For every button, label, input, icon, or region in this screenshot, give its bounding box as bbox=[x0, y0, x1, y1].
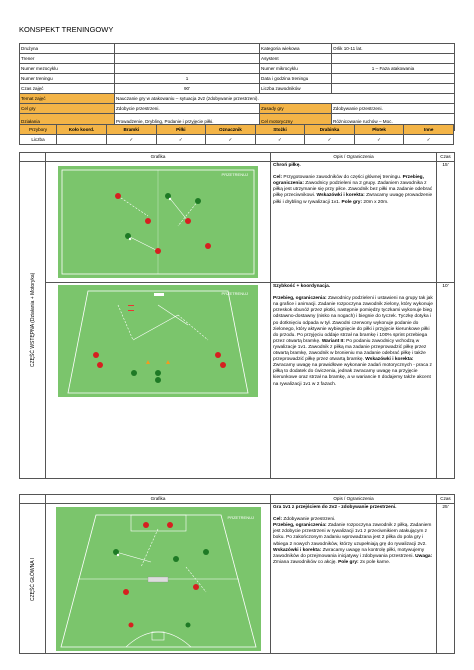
player-red bbox=[123, 589, 129, 595]
pitch-diagram bbox=[58, 166, 258, 278]
section-label-cell bbox=[20, 162, 46, 479]
liczba-zawodnikow-label: Liczba zawodników bbox=[260, 84, 332, 94]
wskazowki-label: Wskazówki i korekta: bbox=[365, 357, 414, 363]
data-godzina-label: Data i godzina treningu bbox=[260, 74, 332, 84]
section-wstepna-table bbox=[19, 152, 455, 479]
exercise-graphic bbox=[46, 504, 271, 654]
player-red bbox=[155, 248, 161, 254]
info-table bbox=[19, 43, 455, 131]
kategoria-label: Kategoria wiekowa bbox=[260, 44, 332, 54]
equipment-item: Inne bbox=[404, 125, 454, 135]
equipment-item: Drabinka bbox=[305, 125, 355, 135]
trener-value[interactable] bbox=[115, 54, 260, 64]
mezocykl-label: Numer mezocyklu bbox=[20, 64, 115, 74]
dzialania-value[interactable]: Prowadzenie, Drybling, Podanie i przyjęcie piłki. bbox=[115, 114, 260, 131]
temat-value[interactable]: Nauczanie gry w atakowaniu – sytuacja 2v2 (zdobywanie przestrzeni). bbox=[115, 94, 455, 104]
cel-gry-label: Cel gry bbox=[20, 104, 115, 114]
section-label: CZĘŚĆ GŁÓWNA I bbox=[29, 556, 36, 601]
opis-header: Opis / Ograniczenia bbox=[271, 153, 437, 162]
mezocykl-value[interactable] bbox=[115, 64, 260, 74]
equipment-item: Oznacznik bbox=[206, 125, 256, 135]
przebieg-label: Przebieg, ograniczenia: bbox=[273, 523, 327, 529]
player-red bbox=[93, 352, 99, 358]
equipment-item: Koło koord. bbox=[57, 125, 107, 135]
przybory-label: Przybory bbox=[20, 125, 57, 135]
player-red bbox=[185, 218, 191, 224]
player-green bbox=[155, 370, 161, 376]
player-red bbox=[167, 522, 173, 528]
czas-header: Czas bbox=[437, 153, 455, 162]
exercise-description bbox=[271, 162, 437, 283]
section-label-cell bbox=[20, 504, 46, 654]
exercise-graphic bbox=[46, 162, 271, 283]
player-red bbox=[97, 362, 103, 368]
player-red bbox=[143, 522, 149, 528]
pole-gry-text: 20m x 20m. bbox=[363, 199, 389, 205]
cel-gry-value[interactable]: Zdobycie przestrzeni. bbox=[115, 104, 260, 114]
exercise-time: 25' bbox=[437, 504, 455, 654]
pitch-brand: PRZETRENUJ bbox=[221, 172, 248, 177]
player-green bbox=[195, 198, 201, 204]
opis-header: Opis / Ograniczenia bbox=[271, 495, 437, 504]
equipment-check[interactable]: ✓ bbox=[156, 135, 206, 145]
player-green bbox=[185, 622, 190, 627]
pitch-brand: PRZETRENUJ bbox=[227, 514, 254, 520]
grafika-header: Grafika bbox=[46, 495, 271, 504]
player-red bbox=[220, 362, 226, 368]
liczba-label: Liczba bbox=[20, 135, 57, 145]
liczba-zawodnikow-value[interactable] bbox=[332, 84, 455, 94]
druzyna-label: Drużyna bbox=[20, 44, 115, 54]
equipment-check[interactable]: ✓ bbox=[107, 135, 157, 145]
goal bbox=[148, 577, 168, 582]
cel-label: Cel: bbox=[273, 175, 283, 181]
cel-motoryczny-value[interactable]: Różnicowanie ruchów – Moc. bbox=[332, 114, 455, 131]
asystent-label: Asystent bbox=[260, 54, 332, 64]
equipment-check[interactable]: ✓ bbox=[305, 135, 355, 145]
player-green bbox=[131, 370, 137, 376]
exercise-graphic bbox=[46, 283, 271, 479]
przebieg-text: Zawodnicy podzieleni na 2 grupy. Zadaniem zawodnika z piłką jest utrzymanie się przy piłce. Zawodnik bez piłki ma zadanie odebrać piłkę przeciwnikowi. bbox=[273, 181, 433, 199]
pitch-diagram bbox=[56, 507, 261, 651]
data-godzina-value[interactable] bbox=[332, 74, 455, 84]
player-red bbox=[205, 243, 211, 249]
zasady-gry-label: Zasady gry bbox=[260, 104, 332, 114]
cel-text: Przygotowanie zawodników do części głównej treningu. bbox=[283, 175, 402, 181]
cel-label: Cel: bbox=[273, 517, 283, 523]
czas-zajec-label: Czas zajęć bbox=[20, 84, 115, 94]
wskazowki-label: Wskazówki i korekta: bbox=[273, 547, 322, 553]
player-red bbox=[215, 352, 221, 358]
pole-gry-label: Pole gry: bbox=[341, 199, 363, 205]
wskazowki-text: Zwracamy uwagę prowadzenie piłki i drybling w rywalizacji 1v1. bbox=[273, 193, 433, 205]
trener-label: Trener bbox=[20, 54, 115, 64]
asystent-value[interactable] bbox=[332, 54, 455, 64]
player-green bbox=[173, 556, 179, 562]
exercise-title: Szybkość + koordynacja. bbox=[273, 284, 331, 289]
equipment-item: Bramki bbox=[107, 125, 157, 135]
wskazowki-text: Zwracamy uwagę na kontrolę piłki, motywujemy zawodników do przejmowania inicjatywy i zdobywania przestrzeni. bbox=[273, 547, 425, 559]
hurdle bbox=[128, 310, 134, 311]
druzyna-value[interactable] bbox=[115, 44, 260, 54]
numer-treningu-label: Numer treningu bbox=[20, 74, 115, 84]
mikrocykl-value[interactable]: 1 – Faza atakowania bbox=[332, 64, 455, 74]
ball bbox=[116, 553, 118, 555]
exercise-title: Chroń piłkę. bbox=[273, 163, 301, 168]
przebieg-text: Zadanie rozpoczyna zawodnik z piłką. Zadaniem jest zdobycie przestrzeni w rywalizacji 1v1 z przeciwnikiem atakującym z boku. Po zakończonym zadaniu wprowadzana jest 2 piłka do pola gry i wbiega 2 nowych zawodników, którzy uzupełniają grę do rywalizacji 2v2. bbox=[273, 523, 432, 547]
corner-cell bbox=[20, 495, 46, 504]
pitch-brand: PRZETRENUJ bbox=[221, 291, 248, 296]
section-glowna-table bbox=[19, 494, 455, 654]
temat-label: Temat zajęć bbox=[20, 94, 115, 104]
player-red bbox=[128, 622, 133, 627]
wariant-label: Wariant II: bbox=[321, 338, 345, 344]
cel-motoryczny-label: Cel motoryczny bbox=[260, 114, 332, 131]
hurdle bbox=[128, 305, 134, 306]
player-green bbox=[203, 549, 209, 555]
goal bbox=[154, 293, 164, 296]
exercise-time: 15' bbox=[437, 162, 455, 283]
exercise-time: 10' bbox=[437, 283, 455, 479]
ball bbox=[169, 198, 171, 200]
czas-header: Czas bbox=[437, 495, 455, 504]
pitch-diagram bbox=[58, 285, 258, 397]
equipment-check[interactable] bbox=[57, 135, 107, 145]
equipment-check[interactable]: ✓ bbox=[404, 135, 454, 145]
equipment-item: Stożki bbox=[255, 125, 305, 135]
equipment-check[interactable]: ✓ bbox=[206, 135, 256, 145]
equipment-check[interactable]: ✓ bbox=[354, 135, 404, 145]
pole-gry-text: 2x pole karne. bbox=[359, 559, 391, 565]
wskazowki-label: Wskazówki i korekta: bbox=[316, 193, 365, 199]
exercise-title: Gra 1v1 z przejściem do 2v2 - zdobywanie przestrzeni. bbox=[273, 505, 397, 510]
wariant-text: Po podaniu zawodnicy wchodzą w rywalizacje 1v1. Zawodnik z piłką ma zadanie przeprowadzić piłkę przez otwartą bramkę, zawodnik w bronieniu ma zadanie odebrać piłkę i także przeprowadzić piłkę przez otwartą bramkę. bbox=[273, 338, 427, 363]
zasady-gry-value[interactable]: Zdobywanie przestrzeni. bbox=[332, 104, 455, 114]
page-title: KONSPEKT TRENINGOWY bbox=[19, 25, 114, 34]
cel-text: Zdobywanie przestrzeni. bbox=[283, 517, 336, 523]
equipment-check[interactable]: ✓ bbox=[255, 135, 305, 145]
przebieg-label: Przebieg, ograniczenia: bbox=[273, 175, 424, 187]
exercise-description bbox=[271, 283, 437, 479]
player-green bbox=[155, 377, 161, 383]
pole-gry-label: Pole gry: bbox=[338, 559, 359, 565]
section-label: CZĘŚĆ WSTĘPNA (Działania + Motoryka) bbox=[29, 272, 36, 368]
exercise-description bbox=[271, 504, 437, 654]
przebieg-label: Przebieg, ograniczenia: bbox=[273, 296, 327, 302]
wskazowki-text: Zwracamy uwagę na prawidłowe wykonanie zadań motorycznych - praca z piłką to dodatek do ćwiczenia, jednak zwracamy uwagę na przyjęcie kierunkowe oraz strzał na bramkę, a w wariancie II dodajemy także akcent na rywalizacji 1v1 w 2 fazach. bbox=[273, 363, 432, 387]
player-red bbox=[193, 584, 199, 590]
grafika-header: Grafika bbox=[46, 153, 271, 162]
equipment-item: Płotek bbox=[354, 125, 404, 135]
przebieg-text: Zawodnicy podzieleni i ustawieni na grupy tak jak na grafice i animacji. Zadanie rozpoczyna zawodnik zielony, który wykonuje przeskok obunóż przez płotki, następnie pomiędzy tyczkami wykonuje bieg odstawno-dostawny (nisko na nogach) i biegnie do tyczek. Tyczkę dotyka i po dotknięciu odpada w tył. Zawodni czerwony wykonuje podanie do zielonego, który aktywnie wybiegnięcie do piłki i przyjęcie kierunkowe piłki do przodu. Po przyjęciu oddaje strzał na bramkę i 100% sprint przebiega przez otwartą bramkę. bbox=[273, 296, 433, 344]
corner-cell bbox=[20, 153, 46, 162]
numer-treningu-value[interactable]: 1 bbox=[115, 74, 260, 84]
ball bbox=[129, 238, 131, 240]
equipment-table bbox=[19, 124, 454, 145]
player-red bbox=[145, 218, 151, 224]
uwaga-text: Zmiana zawodników co akcję. bbox=[273, 559, 337, 565]
equipment-item: Piłki bbox=[156, 125, 206, 135]
czas-zajec-value[interactable]: 90' bbox=[115, 84, 260, 94]
uwaga-label: Uwaga: bbox=[415, 553, 433, 559]
mikrocykl-label: Numer mikrocyklu bbox=[260, 64, 332, 74]
kategoria-value[interactable]: Orlik 10-11 lat. bbox=[332, 44, 455, 54]
player-red bbox=[115, 193, 121, 199]
dzialania-label: Działania bbox=[20, 114, 115, 131]
